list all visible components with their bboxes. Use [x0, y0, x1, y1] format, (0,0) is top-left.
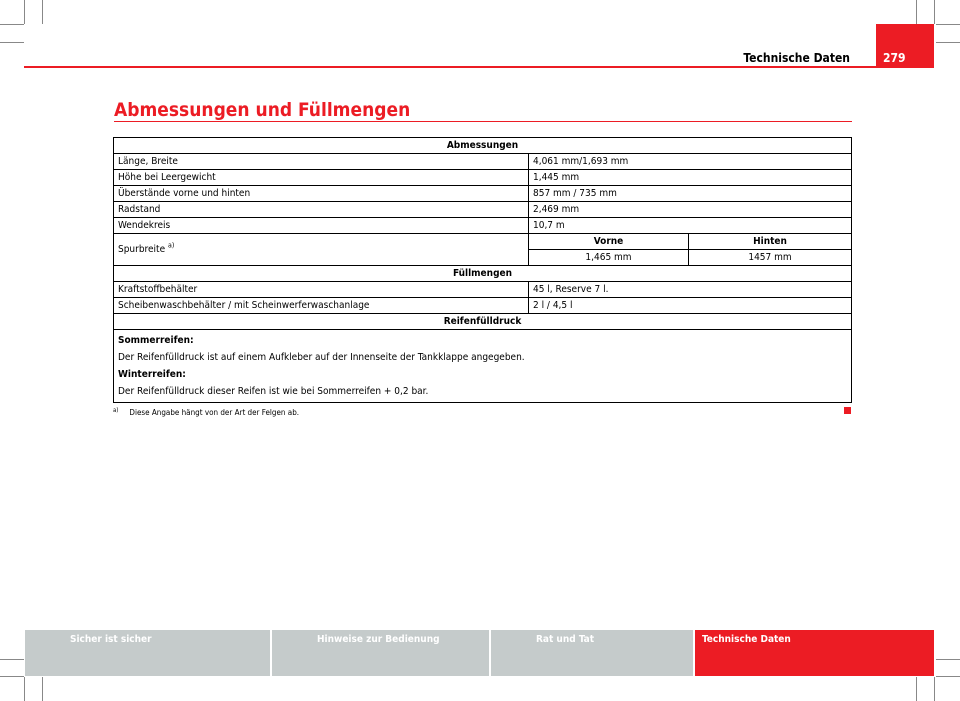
crop-mark	[936, 659, 960, 660]
crop-mark	[0, 24, 24, 25]
crop-mark	[936, 676, 960, 677]
track-width-label: Spurbreite	[118, 244, 166, 255]
table-row	[114, 202, 852, 218]
footer-tab-sicher-ist-sicher[interactable]: Sicher ist sicher	[25, 630, 270, 676]
table-row	[114, 154, 852, 170]
track-width-label-cell	[114, 234, 529, 266]
section-header-row	[114, 138, 852, 154]
section-header-row	[114, 266, 852, 282]
crop-mark	[0, 676, 24, 677]
track-front-value: 1,465 mm	[529, 250, 689, 266]
row-value: 2 l / 4,5 l	[529, 298, 852, 314]
row-label: Höhe bei Leergewicht	[114, 170, 529, 186]
winter-tyres-text: Der Reifenfülldruck dieser Reifen ist wie bei Sommerreifen + 0,2 bar.	[118, 386, 429, 397]
crop-mark	[916, 677, 917, 701]
row-value: 2,469 mm	[529, 202, 852, 218]
table-row	[114, 218, 852, 234]
crop-mark	[916, 0, 917, 24]
crop-mark	[0, 42, 24, 43]
section-heading-tyre-pressure: Reifenfülldruck	[114, 314, 852, 330]
crop-mark	[24, 0, 25, 24]
table-row	[114, 298, 852, 314]
crop-mark	[936, 24, 960, 25]
crop-mark	[24, 677, 25, 701]
section-heading-fill: Füllmengen	[114, 266, 852, 282]
footer-tab-hinweise-zur-bedienung[interactable]: Hinweise zur Bedienung	[272, 630, 489, 676]
header-rule	[24, 66, 876, 68]
row-value: 45 l, Reserve 7 l.	[529, 282, 852, 298]
footnote	[113, 408, 299, 417]
row-value: 857 mm / 735 mm	[529, 186, 852, 202]
table-row	[114, 170, 852, 186]
page-number: 279	[883, 51, 906, 65]
section-end-mark	[844, 407, 851, 414]
row-value: 4,061 mm/1,693 mm	[529, 154, 852, 170]
page-title: Abmessungen und Füllmengen	[114, 99, 411, 121]
table-row	[114, 186, 852, 202]
footnote-text: Diese Angabe hängt von der Art der Felgen ab.	[129, 408, 300, 417]
footnote-marker: a)	[167, 241, 175, 250]
row-label: Scheibenwaschbehälter / mit Scheinwerferwaschanlage	[114, 298, 529, 314]
crop-mark	[934, 0, 935, 24]
track-rear-header: Hinten	[689, 234, 852, 250]
table-row	[114, 282, 852, 298]
section-header-row	[114, 314, 852, 330]
section-heading-dimensions: Abmessungen	[114, 138, 852, 154]
track-front-header: Vorne	[529, 234, 689, 250]
row-label: Radstand	[114, 202, 529, 218]
tyre-pressure-cell	[114, 330, 852, 403]
summer-tyres-text: Der Reifenfülldruck ist auf einem Aufkleber auf der Innenseite der Tankklappe angegeben.	[118, 352, 525, 363]
crop-mark	[936, 42, 960, 43]
footer-nav	[25, 630, 934, 676]
footnote-marker: a)	[113, 407, 119, 414]
specs-table	[113, 137, 852, 403]
tyre-pressure-row	[114, 330, 852, 403]
track-rear-value: 1457 mm	[689, 250, 852, 266]
title-rule	[114, 121, 852, 122]
row-label: Überstände vorne und hinten	[114, 186, 529, 202]
footer-tab-technische-daten[interactable]: Technische Daten	[695, 630, 934, 676]
footer-tab-rat-und-tat[interactable]: Rat und Tat	[491, 630, 693, 676]
row-label: Kraftstoffbehälter	[114, 282, 529, 298]
row-value: 10,7 m	[529, 218, 852, 234]
crop-mark	[0, 659, 24, 660]
crop-mark	[42, 0, 43, 24]
summer-tyres-heading: Sommerreifen:	[118, 335, 194, 346]
row-label: Wendekreis	[114, 218, 529, 234]
winter-tyres-heading: Winterreifen:	[118, 369, 186, 380]
crop-mark	[42, 677, 43, 701]
row-value: 1,445 mm	[529, 170, 852, 186]
track-header-row	[114, 234, 852, 250]
header-section-title: Technische Daten	[743, 51, 850, 65]
row-label: Länge, Breite	[114, 154, 529, 170]
crop-mark	[934, 677, 935, 701]
